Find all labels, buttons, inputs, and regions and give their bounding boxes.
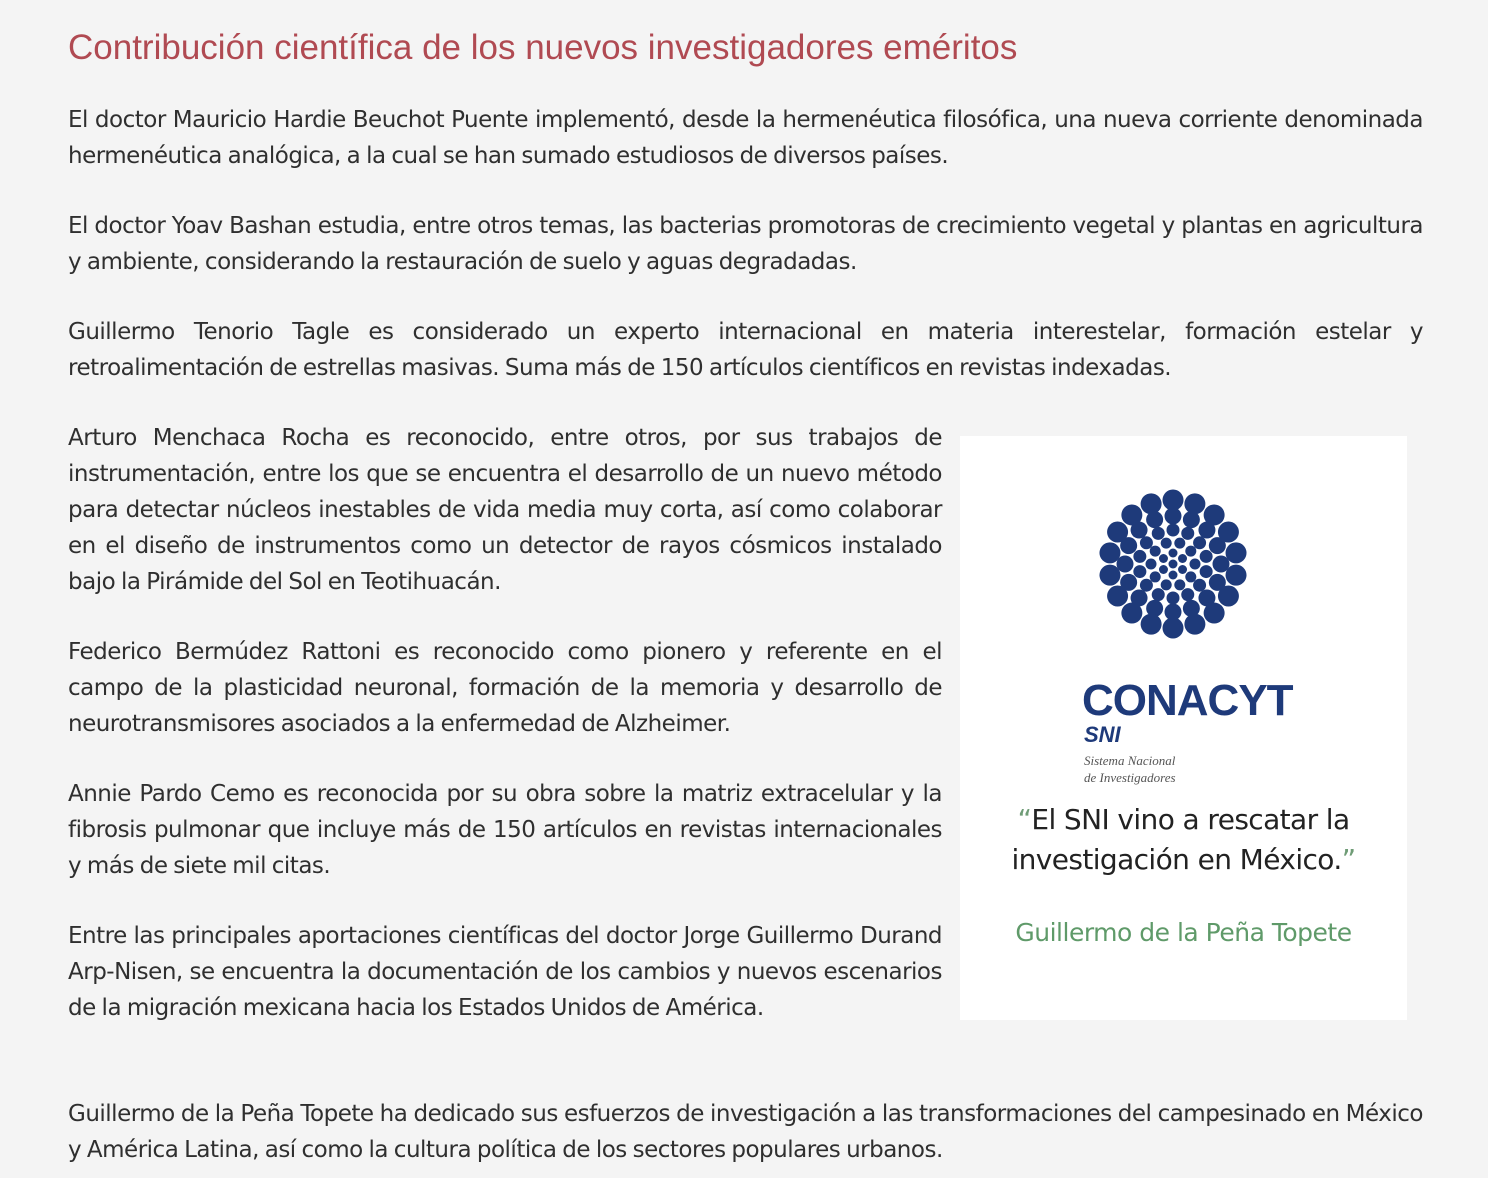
logo-dot (1152, 588, 1165, 601)
logo-dot (1200, 550, 1213, 563)
paragraph-bashan: El doctor Yoav Bashan estudia, entre otros temas, las bacterias promotoras de crecimiento vegetal y plantas en agricultura y ambiente, considerando la restauración de suelo y aguas degradadas. (68, 213, 1423, 275)
logo-dot (1140, 579, 1153, 592)
logo-dot (1200, 565, 1213, 578)
logo-dot (1184, 614, 1205, 635)
logo-dot (1146, 559, 1157, 570)
logo-dot (1141, 614, 1162, 635)
logo-dot (1218, 586, 1239, 607)
logo-dot (1107, 522, 1128, 543)
paragraph-pena: Guillermo de la Peña Topete ha dedicado sus esfuerzos de investigación a las transformaciones del campesinado en México y América Latina, así como la cultura política de los sectores populares urbanos. (68, 1101, 1423, 1163)
logo-dot (1133, 550, 1146, 563)
logo-dot (1099, 542, 1120, 563)
logo-dot (1226, 542, 1247, 563)
logo-dot (1185, 571, 1196, 582)
logo-dot (1178, 554, 1187, 563)
pull-quote-line1 (960, 800, 1407, 840)
logo-dot (1150, 571, 1161, 582)
quote-close-mark: ” (1341, 843, 1356, 876)
logo-subname: SNI (1084, 722, 1121, 747)
logo-dot (1163, 618, 1184, 639)
logo-dot (1184, 493, 1205, 514)
logo-dot (1218, 522, 1239, 543)
logo-fullname (1084, 752, 1244, 786)
logo-dot (1185, 546, 1196, 557)
pull-quote (960, 800, 1407, 880)
logo-dot (1204, 504, 1225, 525)
logo-fullname-line2: de Investigadores (1084, 770, 1176, 785)
logo-dot (1161, 538, 1172, 549)
logo-dot (1167, 524, 1180, 537)
logo-fullname-line1: Sistema Nacional (1084, 753, 1176, 768)
sidebar-quote-box (960, 436, 1407, 1020)
logo-dot (1190, 559, 1201, 570)
conacyt-dots-logo-icon (960, 476, 1407, 686)
logo-dot (1174, 538, 1185, 549)
logo-dot (1167, 592, 1180, 605)
logo-dot (1133, 565, 1146, 578)
pull-quote-line2 (960, 840, 1407, 880)
logo-dot (1161, 579, 1172, 590)
logo-dot (1141, 493, 1162, 514)
logo-dot (1181, 588, 1194, 601)
logo-dot (1159, 565, 1168, 574)
quote-author: Guillermo de la Peña Topete (1015, 918, 1352, 947)
logo-dot (1099, 565, 1120, 586)
logo-dot (1169, 560, 1178, 569)
logo-dot (1150, 546, 1161, 557)
paragraph-durand: Entre las principales aportaciones científicas del doctor Jorge Guillermo Durand Arp-Nisen, se encuentra la documentación de los cambios y nuevos escenarios de la migración mexicana hacia los Estados Unidos de América. (68, 923, 942, 1021)
paragraph-beuchot: El doctor Mauricio Hardie Beuchot Puente implementó, desde la hermenéutica filosófica, una nueva corriente denominada hermenéutica analógica, a la cual se han sumado estudiosos de diversos países. (68, 107, 1423, 169)
paragraph-menchaca: Arturo Menchaca Rocha es reconocido, entre otros, por sus trabajos de instrumentación, entre los que se encuentra el desarrollo de un nuevo método para detectar núcleos inestables de vida media muy corta, así como colaborar en el diseño de instrumentos como un detector de rayos cósmicos instalado bajo la Pirámide del Sol en Teotihuacán. (68, 425, 942, 595)
logo-dot (1121, 504, 1142, 525)
logo-name: CONACYT (1082, 676, 1293, 725)
logo-dot (1226, 565, 1247, 586)
logo-dot (1193, 579, 1206, 592)
page-title: Contribución científica de los nuevos investigadores eméritos (68, 28, 1018, 67)
logo-dot (1193, 536, 1206, 549)
logo-dot (1107, 586, 1128, 607)
quote-line2-text: investigación en México. (1011, 843, 1342, 876)
quote-line1-text: El SNI vino a rescatar la (1031, 803, 1350, 836)
paragraph-tenorio: Guillermo Tenorio Tagle es considerado un experto internacional en materia interestelar, formación estelar y retroalimentación de estrellas masivas. Suma más de 150 artículos científicos en revistas indexadas. (68, 319, 1423, 381)
logo-dot (1169, 549, 1178, 558)
logo-dot (1178, 565, 1187, 574)
logo-dot (1181, 527, 1194, 540)
paragraph-bermudez: Federico Bermúdez Rattoni es reconocido como pionero y referente en el campo de la plasticidad neuronal, formación de la memoria y desarrollo de neurotransmisores asociados a la enfermedad de Alzheimer. (68, 639, 942, 737)
paragraph-pardo: Annie Pardo Cemo es reconocida por su obra sobre la matriz extracelular y la fibrosis pulmonar que incluye más de 150 artículos en revistas internacionales y más de siete mil citas. (68, 781, 942, 879)
logo-dot (1174, 579, 1185, 590)
logo-dot (1140, 536, 1153, 549)
logo-dot (1204, 603, 1225, 624)
logo-dot (1159, 554, 1168, 563)
quote-open-mark: “ (1017, 803, 1032, 836)
logo-dot (1152, 527, 1165, 540)
logo-dot (1121, 603, 1142, 624)
conacyt-logo (960, 476, 1407, 806)
logo-dot (1163, 490, 1184, 511)
logo-dot (1169, 571, 1178, 580)
